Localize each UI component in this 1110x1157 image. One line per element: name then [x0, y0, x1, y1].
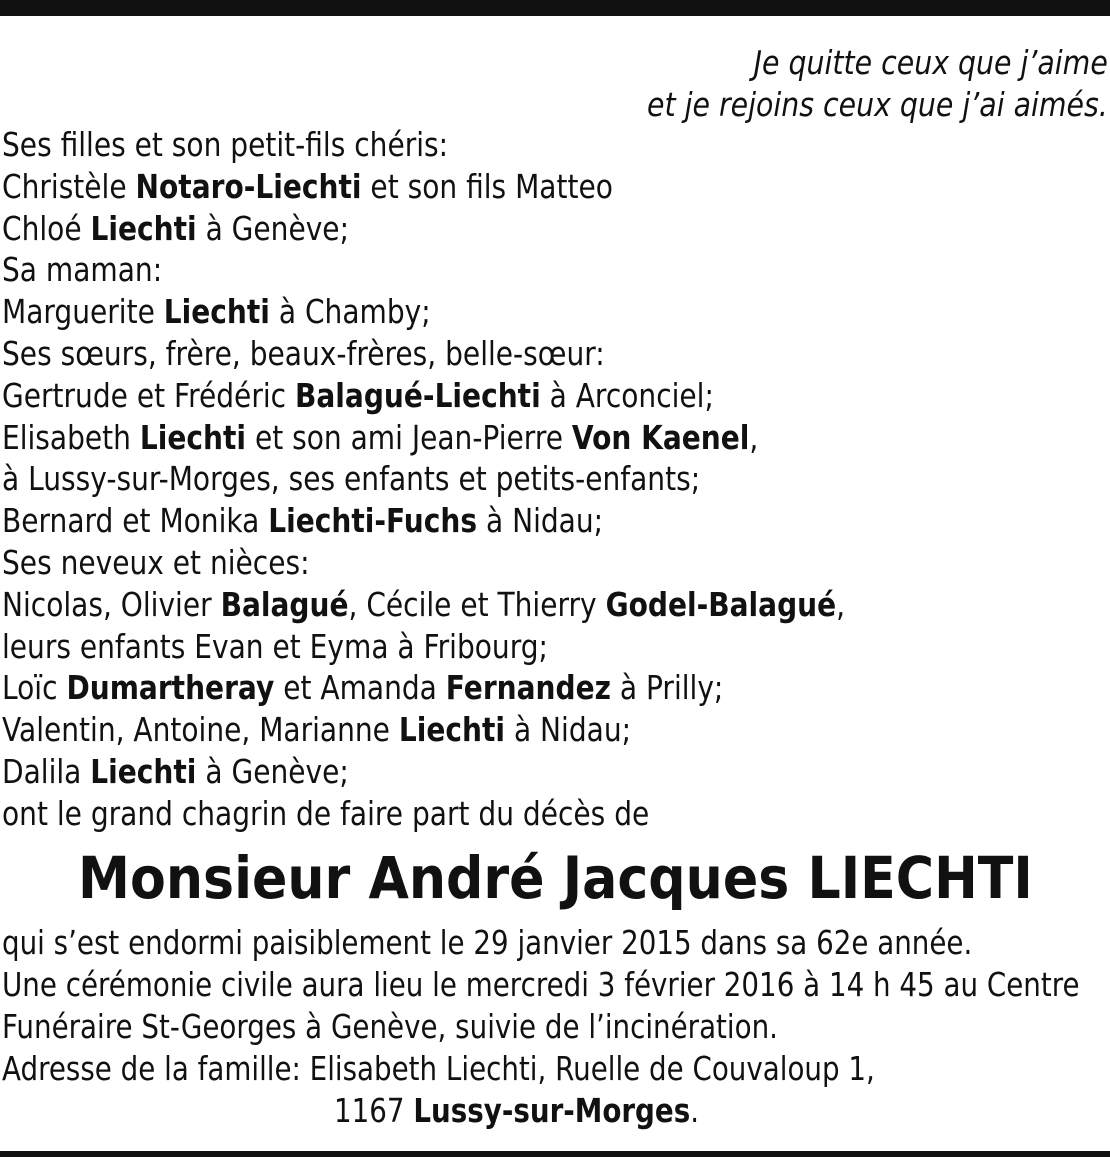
first-name: Dalila [2, 751, 82, 791]
surname: Liechti [90, 208, 197, 248]
announcement-text: ont le grand chagrin de faire part du décès de [2, 793, 650, 833]
details-line: Funéraire St-Georges à Genève, suivie de l’incinération. [2, 1007, 778, 1046]
family-address-locality [334, 1090, 699, 1132]
relation-text: et son ami Jean-Pierre [254, 417, 563, 457]
surname: Balagué [220, 584, 349, 624]
bottom-rule [0, 1151, 1110, 1157]
surname: Liechti [90, 751, 197, 791]
surname: Liechti [398, 710, 506, 750]
punctuation: , [836, 584, 846, 624]
deceased-name-heading [0, 838, 1110, 918]
location-text: à Nidau; [485, 501, 604, 541]
postcode: 1167 [334, 1091, 405, 1130]
location-text: à Nidau; [513, 710, 632, 750]
family-member-line [2, 291, 845, 333]
family-member-line [2, 417, 845, 459]
family-member-line [2, 208, 845, 250]
family-member-line [2, 166, 845, 208]
location-text: à Prilly; [619, 668, 724, 708]
town: Lussy-sur-Morges [413, 1091, 691, 1130]
surname: Godel-Balagué [605, 584, 837, 624]
quote-line-1: Je quitte ceux que j’aime [753, 43, 1108, 82]
top-rule [0, 0, 1110, 16]
first-name: Loïc [2, 668, 58, 708]
surname: Dumartheray [66, 668, 275, 708]
family-member-continuation: à Lussy-sur-Morges, ses enfants et petits-enfants; [2, 459, 701, 499]
location-text: à Genève; [205, 208, 350, 248]
first-name: Marguerite [2, 292, 155, 332]
first-name: Elisabeth [2, 417, 131, 457]
surname: Liechti [139, 417, 247, 457]
family-member-line [2, 584, 845, 626]
epigraph-quote [647, 42, 1108, 126]
mother-heading: Sa maman: [2, 250, 163, 290]
surname: Liechti [163, 292, 270, 332]
location-text: à Genève; [205, 751, 349, 791]
location-text: à Arconciel; [549, 375, 714, 415]
family-member-line [2, 709, 845, 751]
first-name: Chloé [2, 208, 82, 248]
relation-text: et son fils Matteo [370, 166, 613, 206]
family-list [2, 124, 845, 835]
first-name: Christèle [2, 166, 127, 206]
family-member-line [2, 500, 845, 542]
first-name: Bernard et Monika [2, 501, 260, 541]
surname: Liechti-Fuchs [268, 501, 478, 541]
family-member-line [2, 751, 845, 793]
family-member-line [2, 667, 845, 709]
punctuation: , [749, 417, 759, 457]
daughters-heading: Ses filles et son petit-fils chéris: [2, 125, 449, 164]
surname: Notaro-Liechti [135, 166, 362, 206]
relation-text: et Amanda [283, 668, 437, 708]
siblings-heading: Ses sœurs, frère, beaux-frères, belle-sœur: [2, 333, 605, 373]
details-line: Une cérémonie civile aura lieu le mercredi 3 février 2016 à 14 h 45 au Centre [2, 965, 1080, 1004]
quote-line-2: et je rejoins ceux que j’ai aimés. [647, 85, 1108, 124]
punctuation: . [690, 1091, 700, 1130]
surname: Balagué-Liechti [294, 375, 541, 415]
surname: Fernandez [445, 668, 611, 708]
family-member-line [2, 375, 845, 417]
location-text: à Chamby; [278, 292, 431, 332]
first-name: Gertrude et Frédéric [2, 375, 287, 415]
family-member-continuation: leurs enfants Evan et Eyma à Fribourg; [2, 626, 548, 666]
family-address-line: Adresse de la famille: Elisabeth Liechti, Ruelle de Couvaloup 1, [2, 1049, 875, 1088]
ceremony-details [2, 922, 1080, 1090]
first-name: Valentin, Antoine, Marianne [2, 710, 390, 750]
nephews-heading: Ses neveux et nièces: [2, 542, 310, 582]
first-name: Nicolas, Olivier [2, 584, 212, 624]
relation-text: , Cécile et Thierry [348, 584, 597, 624]
deceased-name: Monsieur André Jacques LIECHTI [77, 844, 1033, 912]
details-line: qui s’est endormi paisiblement le 29 janvier 2015 dans sa 62e année. [2, 923, 973, 962]
surname: Von Kaenel [571, 417, 750, 457]
